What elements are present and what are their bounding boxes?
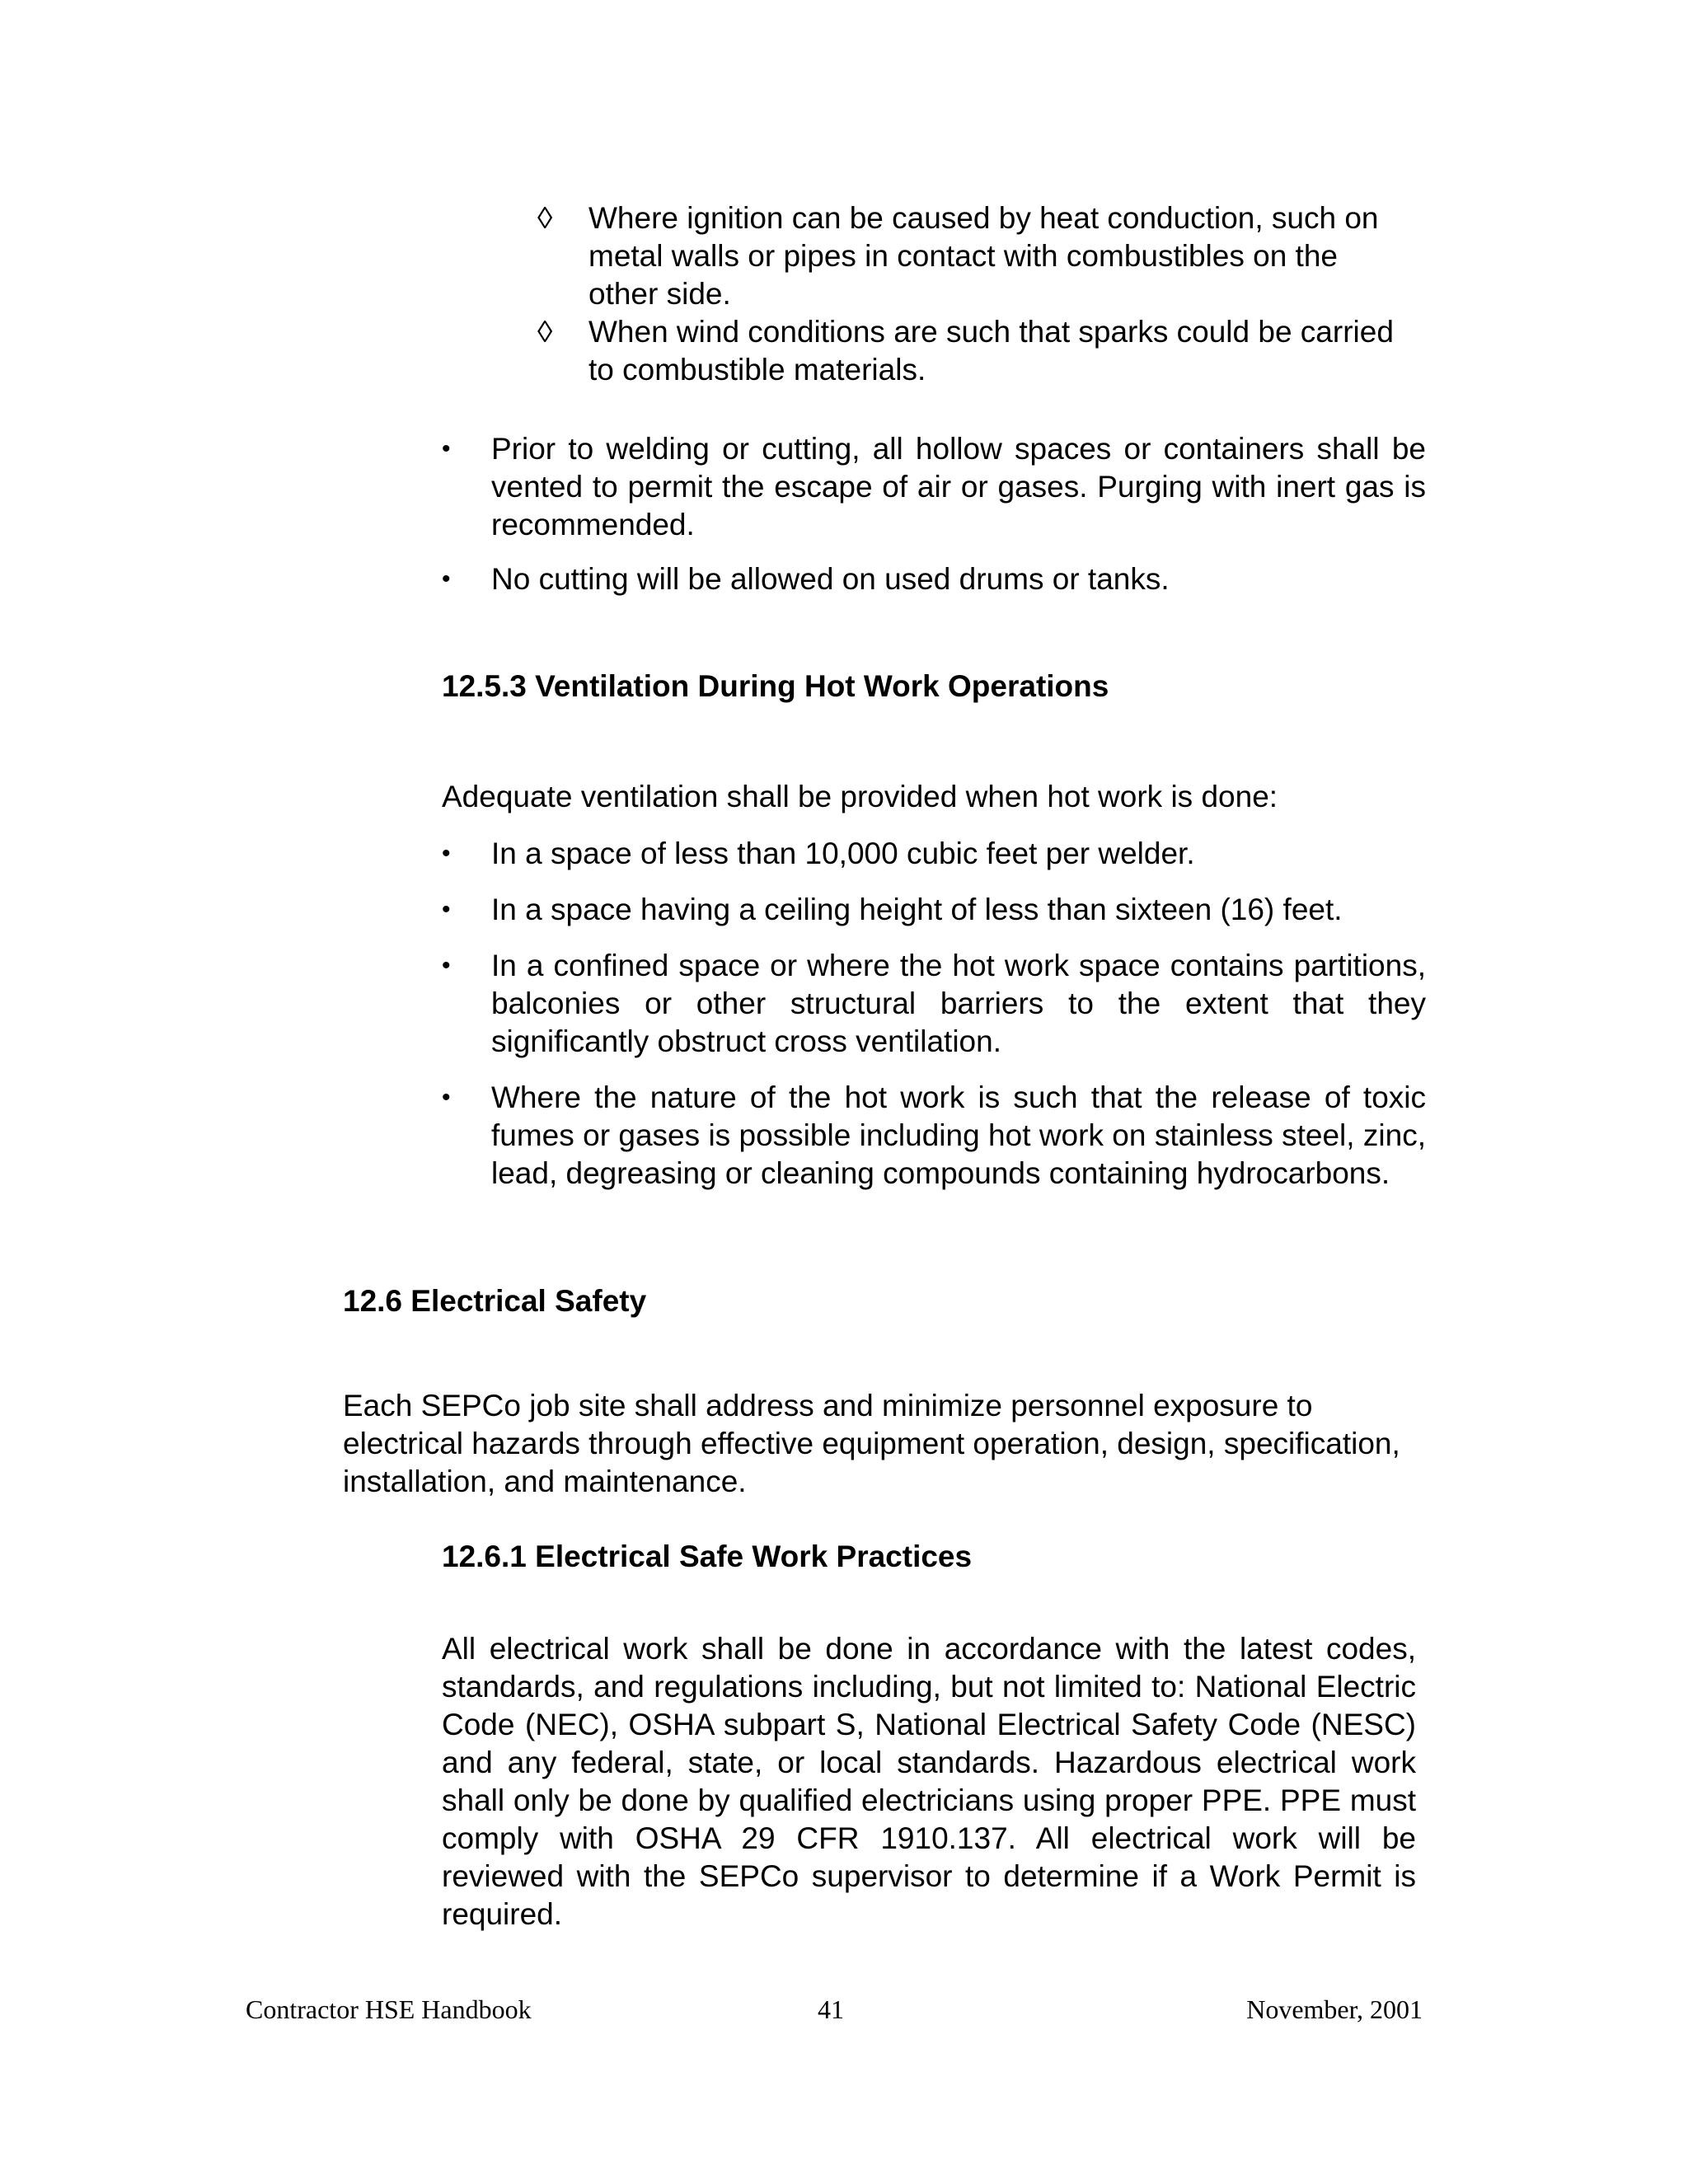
footer-page-number: 41 bbox=[818, 1994, 844, 2024]
section-body-12-6-1: All electrical work shall be done in accordance with the latest codes, standards, and regulations including, but not limited to: National Electric Code (NEC), OSHA subpart S, National Electrical Safety Code (NESC) and any federal, state, or local standards. Hazardous electrical work shall only be done by qualified electricians using proper PPE. PPE must comply with OSHA 29 CFR 1910.137. All electrical work will be reviewed with the SEPCo supervisor to determine if a Work Permit is required. bbox=[442, 1632, 1416, 1931]
list-item bbox=[442, 1079, 1426, 1193]
list-item-text: In a space of less than 10,000 cubic feet per welder. bbox=[491, 837, 1195, 870]
diamond-bullet-icon: ◊ bbox=[537, 201, 553, 235]
bullet-icon: • bbox=[442, 840, 451, 867]
diamond-bullet-icon: ◊ bbox=[537, 315, 553, 349]
section-heading-12-5-3: 12.5.3 Ventilation During Hot Work Operations bbox=[442, 669, 1109, 703]
list-item-text: Where ignition can be caused by heat conduction, such on metal walls or pipes in contact with combustibles on the other side. bbox=[588, 201, 1379, 311]
section-intro: Adequate ventilation shall be provided when hot work is done: bbox=[442, 780, 1278, 813]
list-item bbox=[442, 947, 1426, 1079]
bullet-icon: • bbox=[442, 896, 451, 923]
list-item bbox=[442, 891, 1426, 947]
ventilation-bullet-list bbox=[442, 835, 1426, 1193]
footer-left: Contractor HSE Handbook bbox=[246, 1994, 532, 2024]
list-item bbox=[537, 199, 1395, 313]
bullet-icon: • bbox=[442, 435, 451, 462]
list-item bbox=[442, 835, 1426, 891]
bullet-icon: • bbox=[442, 952, 451, 979]
list-item-text: When wind conditions are such that sparks could be carried to combustible materials. bbox=[588, 315, 1394, 387]
section-heading-12-6-1: 12.6.1 Electrical Safe Work Practices bbox=[442, 1540, 973, 1573]
list-item-text: No cutting will be allowed on used drums or tanks. bbox=[491, 562, 1170, 596]
bullet-icon: • bbox=[442, 1084, 451, 1111]
footer-date: November, 2001 bbox=[1246, 1994, 1423, 2024]
hot-work-condition-list bbox=[537, 199, 1395, 389]
list-item-text: In a space having a ceiling height of less than sixteen (16) feet. bbox=[491, 893, 1343, 926]
list-item bbox=[537, 313, 1395, 389]
section-body-12-6: Each SEPCo job site shall address and minimize personnel exposure to electrical hazards through effective equipment operation, design, specification, installation, and maintenance. bbox=[343, 1389, 1400, 1498]
list-item-text: In a confined space or where the hot work space contains partitions, balconies or other structural barriers to the extent that they significantly obstruct cross ventilation. bbox=[491, 949, 1426, 1058]
section-heading-12-6: 12.6 Electrical Safety bbox=[343, 1284, 647, 1318]
list-item bbox=[442, 560, 1426, 598]
welding-bullet-list bbox=[442, 430, 1426, 598]
list-item-text: Prior to welding or cutting, all hollow spaces or containers shall be vented to permit the escape of air or gases. Purging with inert gas is recommended. bbox=[491, 432, 1426, 541]
list-item-text: Where the nature of the hot work is such that the release of toxic fumes or gases is possible including hot work on stainless steel, zinc, lead, degreasing or cleaning compounds containing hydrocarbons. bbox=[491, 1080, 1426, 1190]
list-item bbox=[442, 430, 1426, 560]
bullet-icon: • bbox=[442, 565, 451, 593]
